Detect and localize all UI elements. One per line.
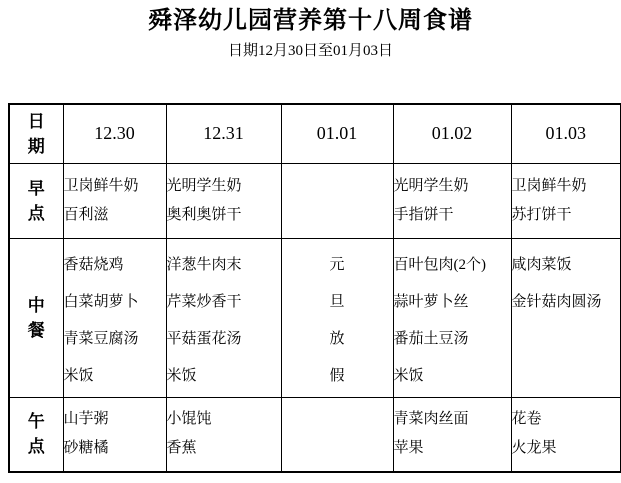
- label-char: 日: [27, 111, 45, 131]
- label-char: 餐: [27, 320, 45, 340]
- menu-item: 假: [329, 367, 345, 384]
- cell-lunch-12.30: [63, 238, 166, 397]
- row-lunch: [9, 238, 621, 397]
- cell-snack-12.31: [166, 397, 281, 472]
- date-header-01.01: 01.01: [281, 104, 393, 163]
- menu-item: 洋葱牛肉末: [166, 256, 242, 273]
- cell-lunch-01.03: [511, 238, 621, 397]
- menu-item: 砂糖橘: [63, 440, 109, 457]
- menu-item: 平菇蛋花汤: [166, 330, 242, 347]
- label-char: 中: [27, 295, 45, 315]
- date-header-01.03: 01.03: [511, 104, 621, 163]
- menu-table: [8, 103, 621, 473]
- header-row: [9, 104, 621, 163]
- menu-item: 苹果: [393, 440, 424, 457]
- menu-item: 白菜胡萝卜: [63, 293, 139, 310]
- label-char: 点: [27, 437, 45, 457]
- menu-item: 花卷: [511, 411, 542, 428]
- menu-item: 奥利奥饼干: [166, 206, 242, 223]
- menu-item: 手指饼干: [393, 206, 454, 223]
- menu-item: 旦: [329, 293, 345, 310]
- date-header-12.30: 12.30: [63, 104, 166, 163]
- cell-lunch-01.01: [281, 238, 393, 397]
- page-title: 舜泽幼儿园营养第十八周食谱: [148, 8, 473, 34]
- menu-item: 蒜叶萝卜丝: [393, 293, 469, 310]
- menu-item: 百利滋: [63, 206, 109, 223]
- menu-item: 米饭: [166, 367, 197, 384]
- row-snack: [9, 397, 621, 472]
- cell-snack-01.03: [511, 397, 621, 472]
- row-label-breakfast: [9, 163, 63, 238]
- label-char: 期: [27, 136, 45, 156]
- cell-snack-12.30: [63, 397, 166, 472]
- cell-lunch-12.31: [166, 238, 281, 397]
- menu-item: 咸肉菜饭: [511, 256, 572, 273]
- cell-breakfast-01.03: [511, 163, 621, 238]
- menu-item: 元: [329, 256, 345, 273]
- cell-snack-01.02: [393, 397, 511, 472]
- menu-item: 火龙果: [511, 440, 557, 457]
- cell-breakfast-12.31: [166, 163, 281, 238]
- label-char: 点: [27, 203, 45, 223]
- row-breakfast: [9, 163, 621, 238]
- menu-item: 米饭: [63, 367, 94, 384]
- cell-breakfast-01.01: [281, 163, 393, 238]
- cell-breakfast-01.02: [393, 163, 511, 238]
- cell-snack-01.01: [281, 397, 393, 472]
- date-header-01.02: 01.02: [393, 104, 511, 163]
- menu-item: 芹菜炒香干: [166, 293, 242, 310]
- corner-label-date: [9, 104, 63, 163]
- page-subtitle: 日期12月30日至01月03日: [227, 43, 393, 59]
- cell-lunch-01.02: [393, 238, 511, 397]
- date-header-12.31: 12.31: [166, 104, 281, 163]
- label-char: 午: [27, 412, 45, 432]
- row-label-snack: [9, 397, 63, 472]
- menu-item: 光明学生奶: [393, 177, 469, 194]
- menu-item: 青菜肉丝面: [393, 411, 469, 428]
- menu-item: 山芋粥: [63, 411, 109, 428]
- label-char: 早: [27, 178, 45, 198]
- menu-item: 放: [329, 330, 345, 347]
- cell-breakfast-12.30: [63, 163, 166, 238]
- menu-item: 卫岗鲜牛奶: [511, 177, 587, 194]
- menu-item: 光明学生奶: [166, 177, 242, 194]
- menu-item: 香蕉: [166, 440, 197, 457]
- menu-item: 百叶包肉(2个): [393, 256, 486, 273]
- menu-item: 小馄饨: [166, 411, 212, 428]
- menu-item: 香菇烧鸡: [63, 256, 124, 273]
- row-label-lunch: [9, 238, 63, 397]
- menu-item: 米饭: [393, 367, 424, 384]
- menu-item: 卫岗鲜牛奶: [63, 177, 139, 194]
- menu-item: 苏打饼干: [511, 206, 572, 223]
- menu-item: 番茄土豆汤: [393, 330, 469, 347]
- menu-item: 金针菇肉圆汤: [511, 293, 602, 310]
- menu-item: 青菜豆腐汤: [63, 330, 139, 347]
